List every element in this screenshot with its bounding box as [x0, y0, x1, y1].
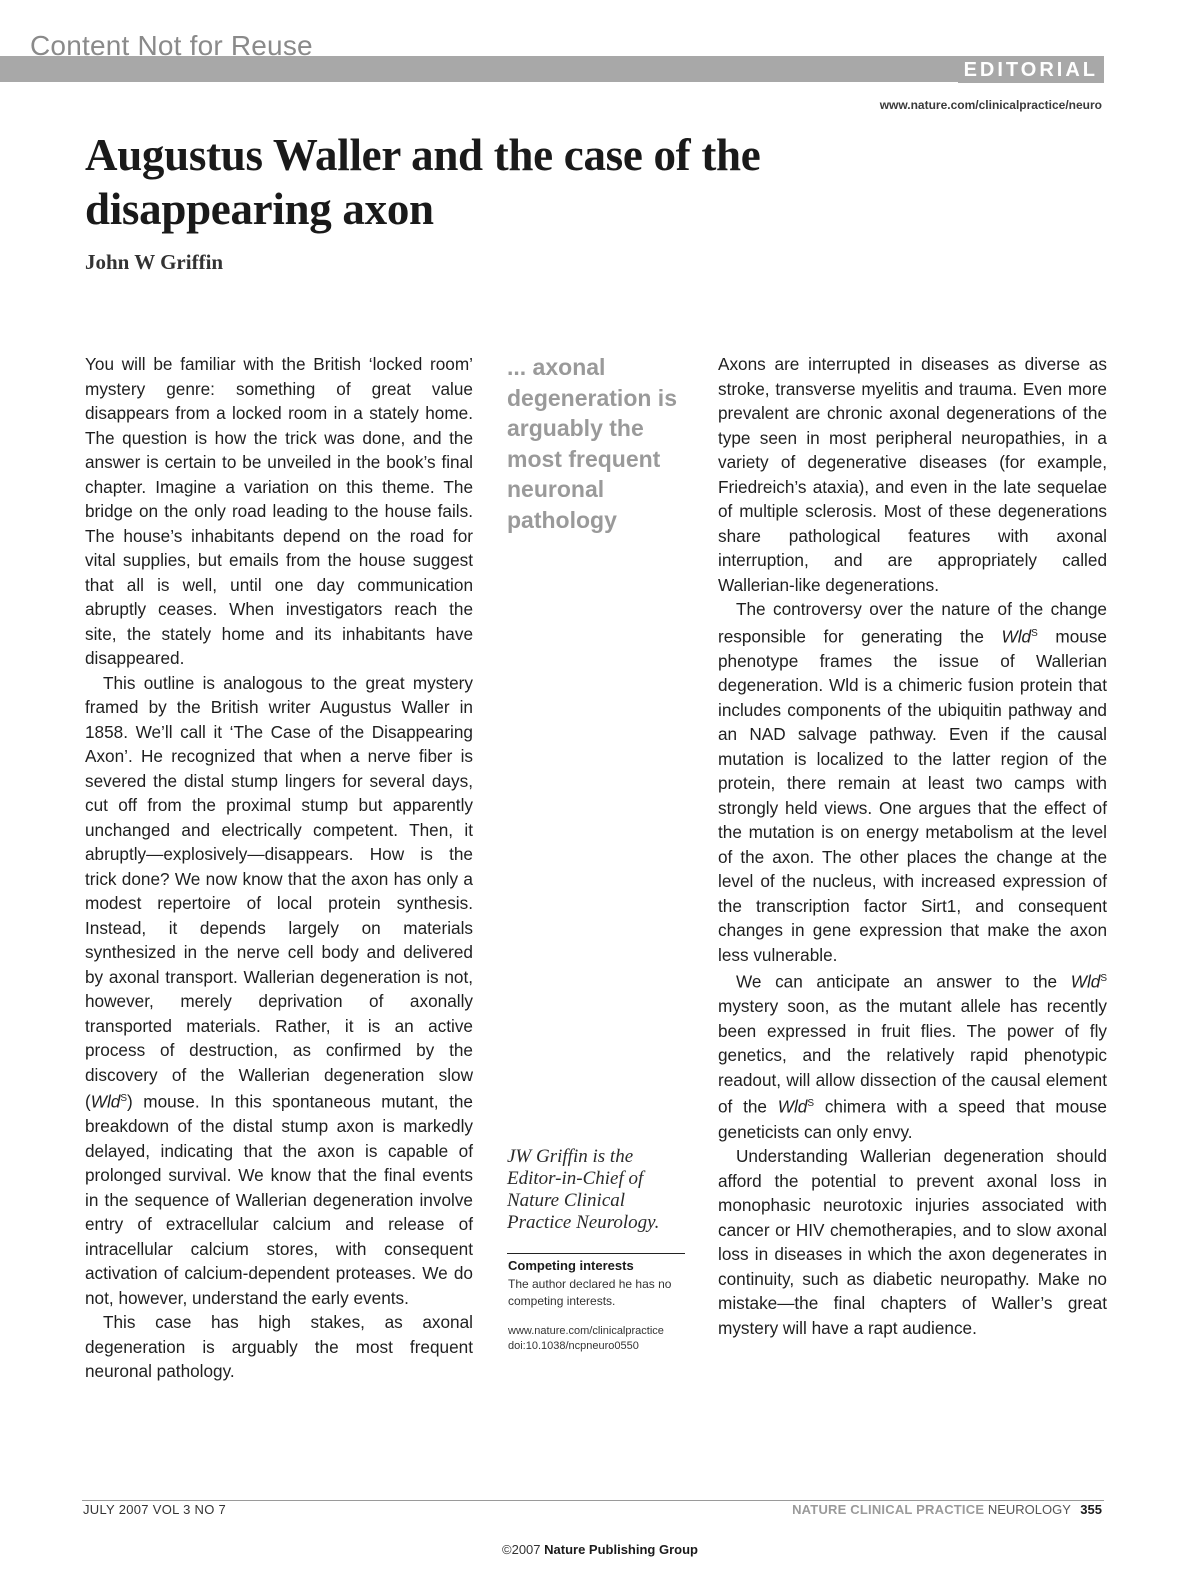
- journal-subtitle: NEUROLOGY: [987, 1502, 1071, 1517]
- section-label: EDITORIAL: [958, 57, 1104, 83]
- doi-url[interactable]: www.nature.com/clinicalpractice: [508, 1325, 664, 1337]
- pull-quote: ... axonal degeneration is arguably the most frequent neuronal pathology: [507, 354, 677, 533]
- article-author: John W Griffin: [85, 250, 224, 274]
- journal-footer: [792, 1502, 1102, 1517]
- article-title: Augustus Waller and the case of the disappearing axon: [85, 130, 761, 234]
- paragraph: This outline is analogous to the great mystery framed by the British writer Augustus Waller in 1858. We’ll call it ‘The Case of the Disappearing Axon’. He recognized that when a nerve fiber is severed the distal stump lingers for several days, cut off from the proximal stump but apparently unchanged and electrically competent. Then, it abruptly—explosively—disappears. How is the trick done? We now know that the axon has only a modest repertoire of local protein synthesis. Instead, it depends largely on materials synthesized in the nerve cell body and delivered by axonal transport. Wallerian degeneration is not, however, merely deprivation of axonally transported materials. Rather, it is an active process of destruction, as confirmed by the discovery of the Wallerian degeneration slow (Wld$^S$) mouse. In this spontaneous mutant, the breakdown of the distal stump axon is markedly delayed, indicating that the axon is capable of prolonged survival. We know that the final events in the sequence of Wallerian degeneration involve entry of extracellular calcium and release of intracellular calcium stores, with consequent activation of calcium-dependent proteases. We do not, however, understand the early events.: [85, 672, 473, 1308]
- competing-interests-text: The author declared he has no competing interests.: [508, 1277, 672, 1308]
- page-number: 355: [1080, 1502, 1102, 1517]
- paragraph: You will be familiar with the British ‘locked room’ mystery genre: something of great value disappears from a locked room in a stately home. The question is how the trick was done, and the answer is certain to be unveiled in the book’s final chapter. Imagine a variation on this theme. The bridge on the only road leading to the house fails. The house’s inhabitants depend on the road for vital supplies, but emails from the house suggest that all is well, until one day communication abruptly ceases. When investigators reach the site, the stately home and its inhabitants have disappeared.: [85, 354, 473, 668]
- paragraph: This case has high stakes, as axonal degeneration is arguably the most frequent neuronal pathology.: [85, 1312, 473, 1382]
- divider: [507, 1253, 685, 1254]
- right-column: [718, 352, 1107, 1340]
- journal-url[interactable]: www.nature.com/clinicalpractice/neuro: [879, 98, 1102, 112]
- issue-info: JULY 2007 VOL 3 NO 7: [83, 1502, 227, 1517]
- competing-interests-heading: Competing interests: [508, 1258, 634, 1273]
- journal-name: NATURE CLINICAL PRACTICE: [792, 1502, 985, 1517]
- watermark: Content Not for Reuse: [30, 30, 313, 61]
- footer-rule: [82, 1500, 1104, 1501]
- doi[interactable]: doi:10.1038/ncpneuro0550: [508, 1340, 639, 1352]
- paragraph: Axons are interrupted in diseases as diverse as stroke, transverse myelitis and trauma. Even more prevalent are chronic axonal degenerations of the type seen in most peripheral neuropathies, in a variety of degenerative diseases (for example, Friedreich’s ataxia), and even in the late sequelae of multiple sclerosis. Most of these degenerations share pathological features with axonal interruption, and are appropriately called Wallerian-like degenerations.: [718, 354, 1107, 595]
- paragraph: Understanding Wallerian degeneration should afford the potential to prevent axonal loss in monophasic neurotoxic injuries associated with cancer or HIV chemotherapies, and to slow axonal loss in diseases in which the axon degenerates in continuity, such as diabetic neuropathy. Make no mistake—the final chapters of Waller’s great mystery will have a rapt audience.: [718, 1146, 1107, 1338]
- paragraph: The controversy over the nature of the change responsible for generating the Wld$^S$ mouse phenotype frames the issue of Wallerian degeneration. Wld is a chimeric fusion protein that includes components of the ubiquitin pathway and an NAD salvage pathway. Even if the causal mutation is localized to the latter region of the protein, there remain at least two camps with strongly held views. One argues that the effect of the mutation is on energy metabolism at the level of the axon. The other places the change at the level of the nucleus, with increased expression of the transcription factor Sirt1, and consequent changes in gene expression that make the axon less vulnerable.: [718, 599, 1107, 965]
- publisher: Nature Publishing Group: [544, 1542, 698, 1557]
- paragraph: We can anticipate an answer to the Wld$^S$ mystery soon, as the mutant allele has recently been expressed in fruit flies. The power of fly genetics, and the relatively rapid phenotypic readout, will allow dissection of the causal element of the Wld$^S$ chimera with a speed that mouse geneticists can only envy.: [718, 971, 1107, 1142]
- doi-block: [508, 1324, 698, 1354]
- author-note: JW Griffin is the Editor-in-Chief of Nature Clinical Practice Neurology.: [507, 1146, 660, 1233]
- left-column: [85, 352, 473, 1384]
- copyright: ©2007 Nature Publishing Group: [502, 1542, 698, 1557]
